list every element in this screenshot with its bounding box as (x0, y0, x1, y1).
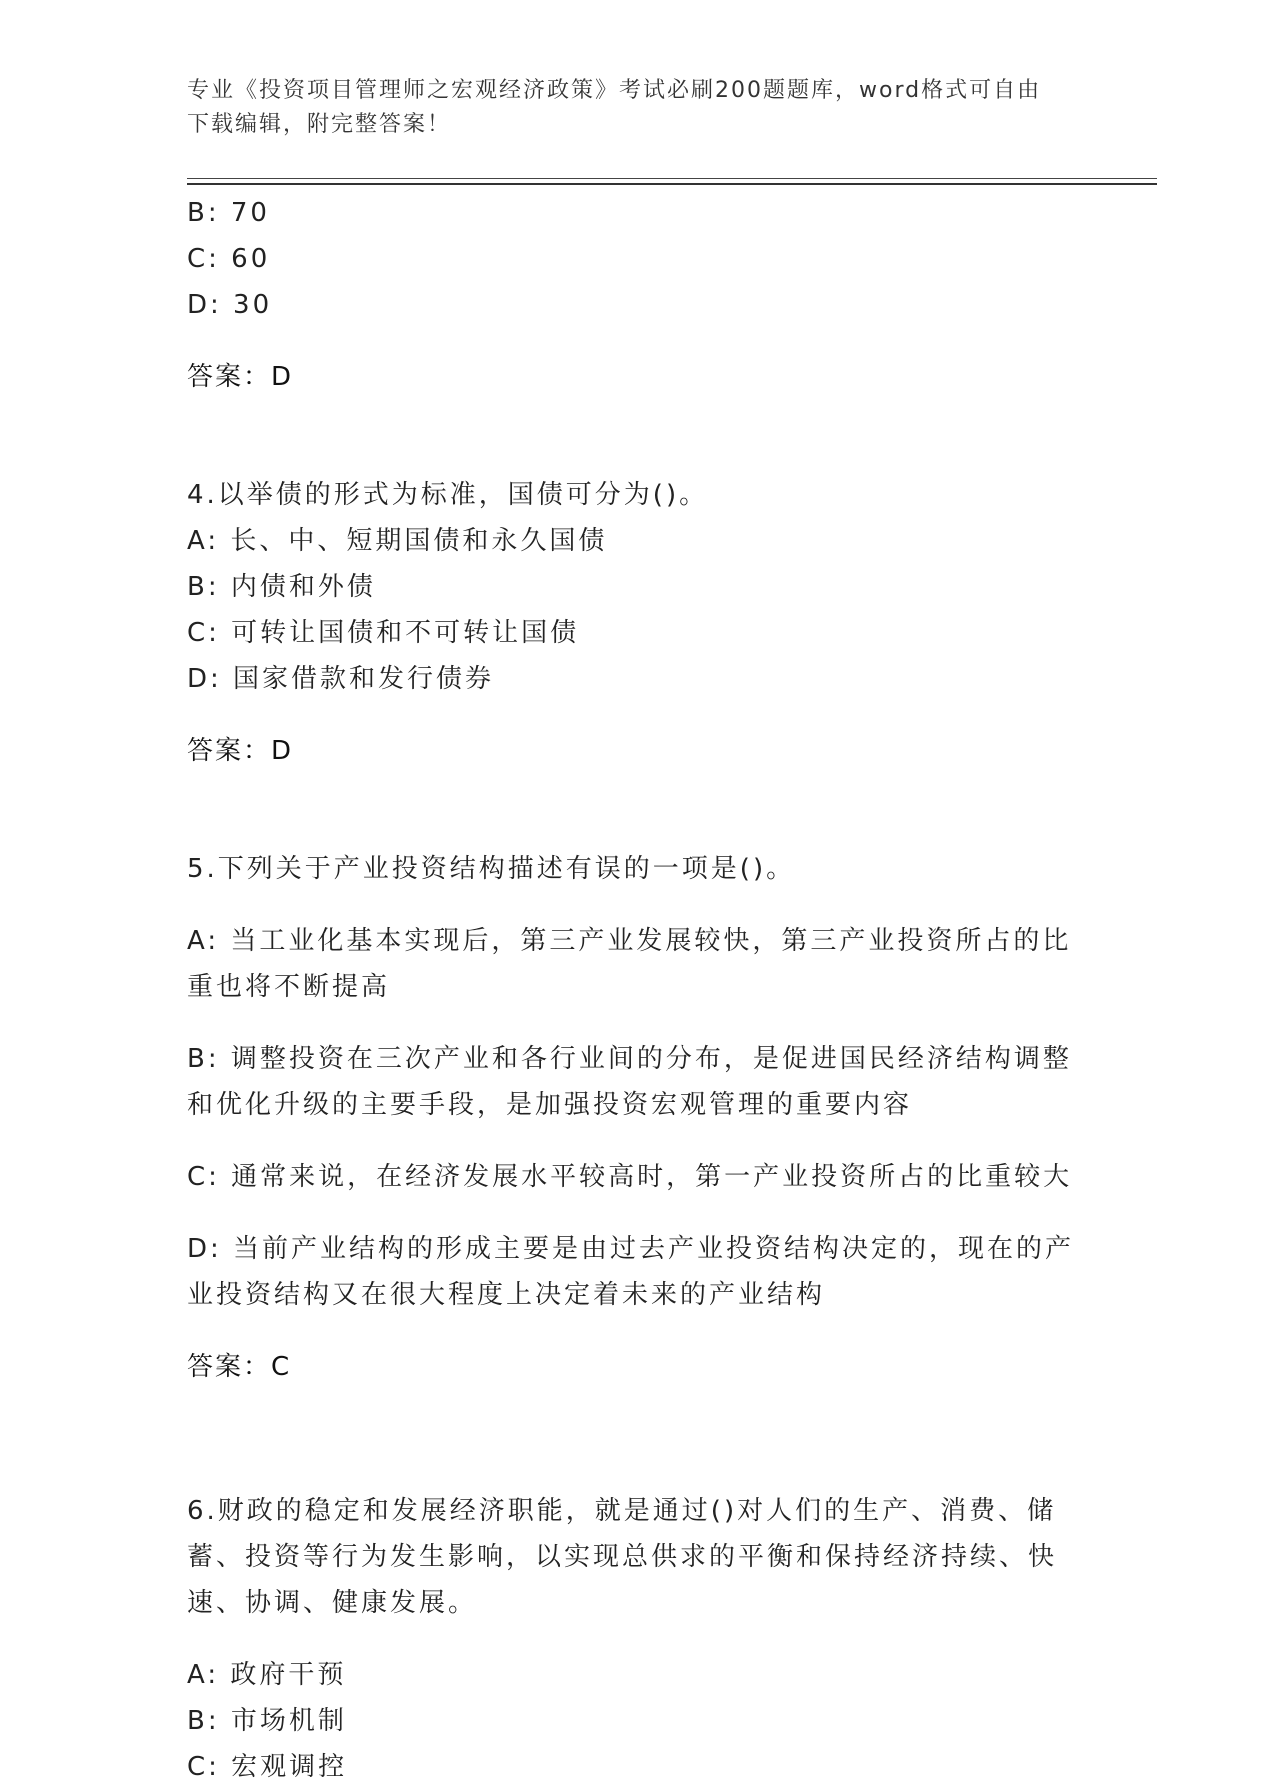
option-b: B: 内债和外债 (187, 572, 376, 602)
option-c: C: 宏观调控 (187, 1752, 348, 1782)
option-b: B: 市场机制 (187, 1706, 347, 1736)
answer: 答案：D (187, 736, 294, 766)
question-list (187, 190, 1077, 1790)
option-a: A: 长、中、短期国债和永久国债 (187, 526, 608, 556)
answer: 答案：C (187, 1352, 292, 1382)
question-stem: 4.以举债的形式为标准，国债可分为()。 (187, 480, 709, 510)
option-a: A: 当工业化基本实现后，第三产业发展较快，第三产业投资所占的比重也将不断提高 (187, 926, 1072, 1002)
document-header (187, 74, 1067, 142)
spacer (187, 426, 1077, 472)
header-divider-thick (187, 183, 1157, 185)
question-stem: 5.下列关于产业投资结构描述有误的一项是()。 (187, 854, 796, 884)
question-stem: 6.财政的稳定和发展经济职能，就是通过()对人们的生产、消费、储蓄、投资等行为发生影响，以实现总供求的平衡和保持经济持续、快速、协调、健康发展。 (187, 1496, 1058, 1618)
question-3-tail (187, 190, 1077, 400)
header-divider-thin (187, 178, 1157, 179)
spacer (187, 1416, 1077, 1462)
option-d: D: 当前产业结构的形成主要是由过去产业投资结构决定的，现在的产业投资结构又在很大程度上决定着未来的产业结构 (187, 1234, 1075, 1310)
answer: 答案：D (187, 362, 294, 392)
question-4 (187, 472, 1077, 774)
option-d: D: 30 (187, 290, 273, 320)
question-5 (187, 846, 1077, 1390)
option-b: B: 70 (187, 198, 270, 228)
option-d: D: 国家借款和发行债券 (187, 664, 495, 694)
question-6 (187, 1488, 1077, 1790)
option-c: C: 通常来说，在经济发展水平较高时，第一产业投资所占的比重较大 (187, 1162, 1073, 1192)
option-c: C: 60 (187, 244, 271, 274)
header-line-1: 专业《投资项目管理师之宏观经济政策》考试必刷200题题库，word格式可自由 (187, 78, 1042, 103)
option-a: A: 政府干预 (187, 1660, 347, 1690)
option-b: B: 调整投资在三次产业和各行业间的分布，是促进国民经济结构调整和优化升级的主要手段，是加强投资宏观管理的重要内容 (187, 1044, 1072, 1120)
header-line-2: 下载编辑，附完整答案！ (187, 112, 452, 137)
option-c: C: 可转让国债和不可转让国债 (187, 618, 580, 648)
spacer (187, 800, 1077, 846)
